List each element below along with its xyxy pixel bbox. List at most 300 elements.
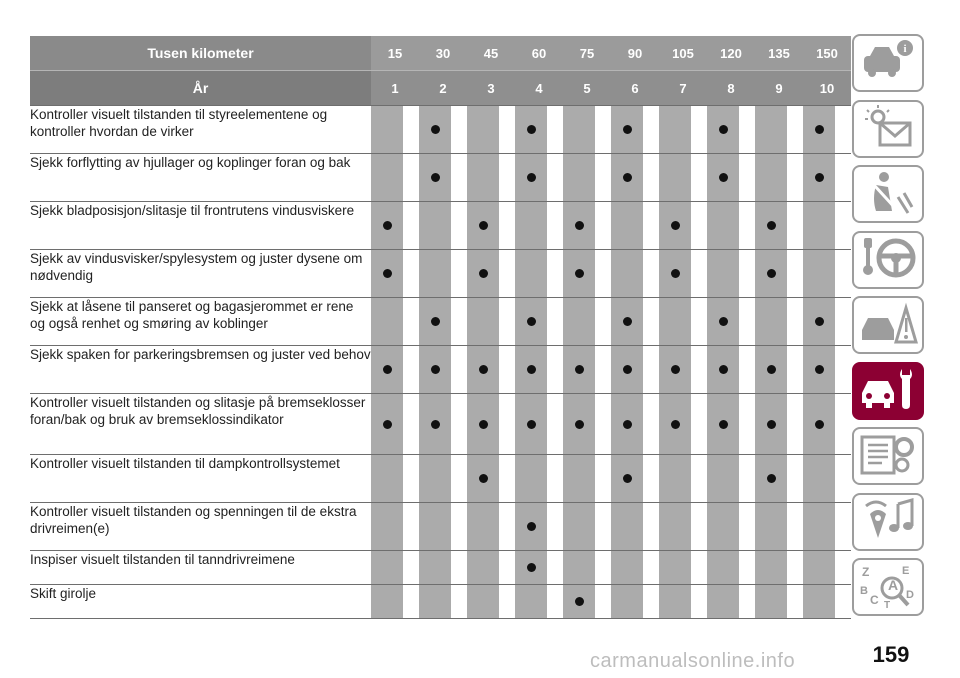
column-gap [499, 585, 515, 619]
interval-cell [611, 106, 643, 154]
column-gap [547, 455, 563, 503]
check-mark [719, 365, 728, 374]
svg-text:B: B [860, 584, 868, 597]
interval-cell [419, 106, 451, 154]
column-gap [499, 250, 515, 298]
car-info-icon [858, 38, 918, 89]
interval-cell [611, 298, 643, 346]
interval-cell [371, 394, 403, 455]
interval-cell [803, 394, 835, 455]
check-mark [671, 221, 680, 230]
chapter-tabs-sidebar [852, 34, 928, 624]
column-gap [595, 154, 611, 202]
check-mark [815, 173, 824, 182]
column-gap [451, 551, 467, 585]
task-description: Kontroller visuelt tilstanden og slitasje på bremseklosser foran/bak og bruk av bremseklossindikator [30, 394, 371, 455]
table-row [30, 394, 851, 455]
task-description: Kontroller visuelt tilstanden til styreelementene og kontroller hvordan de virker [30, 106, 371, 154]
table-row [30, 551, 851, 585]
column-gap [835, 394, 851, 455]
column-gap [547, 503, 563, 551]
task-description: Kontroller visuelt tilstanden og spenningen til de ekstra drivreimen(e) [30, 503, 371, 551]
watermark: carmanualsonline.info [590, 650, 796, 672]
interval-cell [467, 106, 499, 154]
interval-cell [467, 298, 499, 346]
check-mark [527, 317, 536, 326]
column-gap [547, 394, 563, 455]
check-mark [623, 365, 632, 374]
interval-cell [467, 346, 499, 394]
km-header-value: 15 [371, 36, 419, 71]
check-mark [527, 522, 536, 531]
interval-cell [467, 503, 499, 551]
interval-cell [755, 455, 787, 503]
column-gap [451, 503, 467, 551]
page-number: 159 [872, 642, 910, 667]
interval-cell [371, 503, 403, 551]
interval-cell [515, 551, 547, 585]
interval-cell [803, 346, 835, 394]
maintenance-schedule-table [30, 36, 851, 619]
check-mark [767, 420, 776, 429]
km-header-value: 150 [803, 36, 851, 71]
column-gap [787, 298, 803, 346]
column-gap [451, 394, 467, 455]
check-mark [479, 474, 488, 483]
interval-cell [707, 346, 739, 394]
column-gap [403, 250, 419, 298]
column-gap [451, 154, 467, 202]
interval-cell [563, 250, 595, 298]
interval-cell [707, 106, 739, 154]
column-gap [835, 154, 851, 202]
interval-cell [371, 106, 403, 154]
check-mark [575, 269, 584, 278]
interval-cell [467, 455, 499, 503]
km-header-value: 135 [755, 36, 803, 71]
column-gap [643, 455, 659, 503]
check-mark [479, 365, 488, 374]
year-header-value: 1 [371, 71, 419, 106]
check-mark [479, 221, 488, 230]
check-mark [623, 420, 632, 429]
column-gap [643, 106, 659, 154]
column-gap [643, 250, 659, 298]
km-header-label: Tusen kilometer [30, 36, 371, 71]
table-row [30, 202, 851, 250]
interval-cell [659, 455, 691, 503]
year-header-value: 10 [803, 71, 851, 106]
interval-cell [419, 202, 451, 250]
interval-cell [419, 394, 451, 455]
interval-cell [371, 250, 403, 298]
column-gap [403, 154, 419, 202]
column-gap [595, 503, 611, 551]
column-gap [499, 298, 515, 346]
seatbelt-airbag-icon [858, 169, 918, 220]
check-mark [623, 474, 632, 483]
column-gap [451, 298, 467, 346]
km-header-value: 120 [707, 36, 755, 71]
check-mark [527, 125, 536, 134]
interval-cell [515, 298, 547, 346]
interval-cell [611, 346, 643, 394]
year-header-value: 2 [419, 71, 467, 106]
year-header-value: 3 [467, 71, 515, 106]
technical-data-icon [858, 431, 918, 482]
column-gap [403, 551, 419, 585]
interval-cell [659, 551, 691, 585]
check-mark [767, 269, 776, 278]
column-gap [835, 346, 851, 394]
interval-cell [563, 394, 595, 455]
year-header-value: 4 [515, 71, 563, 106]
interval-cell [515, 202, 547, 250]
interval-cell [563, 503, 595, 551]
interval-cell [803, 298, 835, 346]
chapter-tab-7[interactable] [852, 427, 924, 485]
column-gap [595, 346, 611, 394]
interval-cell [803, 551, 835, 585]
km-header-value: 105 [659, 36, 707, 71]
column-gap [451, 585, 467, 619]
chapter-tab-1[interactable] [852, 34, 924, 92]
check-mark [383, 221, 392, 230]
km-header-value: 30 [419, 36, 467, 71]
check-mark [623, 125, 632, 134]
column-gap [499, 106, 515, 154]
column-gap [691, 455, 707, 503]
column-gap [547, 298, 563, 346]
alphabetical-index-icon [858, 562, 918, 613]
column-gap [787, 455, 803, 503]
interval-cell [659, 585, 691, 619]
column-gap [547, 202, 563, 250]
interval-cell [515, 154, 547, 202]
interval-cell [611, 250, 643, 298]
year-header-value: 8 [707, 71, 755, 106]
column-gap [595, 394, 611, 455]
interval-cell [755, 154, 787, 202]
table-row [30, 455, 851, 503]
interval-cell [755, 346, 787, 394]
km-header-value: 75 [563, 36, 611, 71]
check-mark [479, 420, 488, 429]
column-gap [451, 202, 467, 250]
chapter-tab-5[interactable] [852, 296, 924, 354]
check-mark [767, 365, 776, 374]
column-gap [691, 298, 707, 346]
interval-cell [371, 551, 403, 585]
check-mark [479, 269, 488, 278]
interval-cell [611, 154, 643, 202]
column-gap [739, 154, 755, 202]
chapter-tab-6[interactable] [852, 362, 924, 420]
column-gap [691, 154, 707, 202]
column-gap [691, 106, 707, 154]
table-bottom-rule [30, 619, 851, 620]
column-gap [739, 394, 755, 455]
column-gap [739, 106, 755, 154]
check-mark [623, 317, 632, 326]
column-gap [451, 455, 467, 503]
interval-cell [371, 298, 403, 346]
interval-cell [419, 346, 451, 394]
check-mark [719, 317, 728, 326]
column-gap [691, 346, 707, 394]
column-gap [835, 551, 851, 585]
interval-cell [467, 551, 499, 585]
column-gap [403, 298, 419, 346]
column-gap [595, 551, 611, 585]
interval-cell [467, 202, 499, 250]
column-gap [499, 346, 515, 394]
column-gap [595, 106, 611, 154]
column-gap [595, 585, 611, 619]
interval-cell [803, 455, 835, 503]
interval-cell [371, 346, 403, 394]
column-gap [403, 106, 419, 154]
check-mark [815, 317, 824, 326]
check-mark [383, 365, 392, 374]
interval-cell [611, 551, 643, 585]
column-gap [403, 346, 419, 394]
table-row [30, 585, 851, 619]
column-gap [691, 202, 707, 250]
interval-cell [707, 154, 739, 202]
year-header-row [30, 71, 851, 106]
column-gap [835, 455, 851, 503]
interval-cell [611, 394, 643, 455]
column-gap [835, 298, 851, 346]
column-gap [739, 298, 755, 346]
interval-cell [803, 106, 835, 154]
column-gap [835, 202, 851, 250]
check-mark [575, 597, 584, 606]
check-mark [815, 420, 824, 429]
column-gap [739, 585, 755, 619]
check-mark [527, 365, 536, 374]
column-gap [403, 503, 419, 551]
column-gap [643, 154, 659, 202]
interval-cell [515, 394, 547, 455]
km-header-row [30, 36, 851, 71]
interval-cell [419, 503, 451, 551]
column-gap [403, 455, 419, 503]
year-header-value: 6 [611, 71, 659, 106]
check-mark [575, 221, 584, 230]
column-gap [835, 250, 851, 298]
check-mark [671, 420, 680, 429]
interval-cell [467, 585, 499, 619]
column-gap [739, 346, 755, 394]
check-mark [527, 563, 536, 572]
column-gap [643, 551, 659, 585]
interval-cell [803, 503, 835, 551]
bottom-rule-cell [30, 619, 851, 620]
interval-cell [755, 202, 787, 250]
column-gap [643, 346, 659, 394]
km-header-value: 60 [515, 36, 563, 71]
interval-cell [803, 154, 835, 202]
interval-cell [707, 455, 739, 503]
interval-cell [563, 154, 595, 202]
check-mark [815, 125, 824, 134]
column-gap [499, 202, 515, 250]
chapter-tab-9[interactable] [852, 558, 924, 616]
table-row [30, 250, 851, 298]
interval-cell [659, 154, 691, 202]
svg-text:A: A [888, 576, 899, 593]
column-gap [787, 106, 803, 154]
check-mark [719, 125, 728, 134]
interval-cell [467, 250, 499, 298]
column-gap [499, 455, 515, 503]
interval-cell [659, 298, 691, 346]
km-header-value: 45 [467, 36, 515, 71]
interval-cell [563, 202, 595, 250]
column-gap [835, 585, 851, 619]
interval-cell [659, 250, 691, 298]
check-mark [383, 269, 392, 278]
table-row [30, 346, 851, 394]
table-row [30, 154, 851, 202]
check-mark [767, 474, 776, 483]
task-description: Sjekk bladposisjon/slitasje til frontrutens vindusviskere [30, 202, 371, 250]
year-header-value: 9 [755, 71, 803, 106]
column-gap [787, 202, 803, 250]
column-gap [739, 455, 755, 503]
task-description: Sjekk at låsene til panseret og bagasjerommet er rene og også renhet og smøring av koblinger [30, 298, 371, 346]
interval-cell [563, 346, 595, 394]
check-mark [431, 317, 440, 326]
column-gap [643, 585, 659, 619]
table-row [30, 503, 851, 551]
interval-cell [515, 503, 547, 551]
column-gap [691, 551, 707, 585]
column-gap [595, 455, 611, 503]
interval-cell [707, 250, 739, 298]
interval-cell [707, 202, 739, 250]
check-mark [575, 365, 584, 374]
check-mark [431, 420, 440, 429]
column-gap [547, 551, 563, 585]
interval-cell [707, 298, 739, 346]
check-mark [719, 173, 728, 182]
interval-cell [419, 585, 451, 619]
column-gap [739, 551, 755, 585]
interval-cell [515, 106, 547, 154]
year-header-value: 5 [563, 71, 611, 106]
interval-cell [755, 250, 787, 298]
interval-cell [659, 106, 691, 154]
column-gap [547, 250, 563, 298]
chapter-tab-2[interactable] [852, 100, 924, 158]
interval-cell [563, 551, 595, 585]
chapter-tab-4[interactable] [852, 231, 924, 289]
emergency-breakdown-icon [858, 300, 918, 351]
km-header-value: 90 [611, 36, 659, 71]
column-gap [787, 250, 803, 298]
column-gap [787, 394, 803, 455]
column-gap [643, 503, 659, 551]
interval-cell [371, 585, 403, 619]
interval-cell [755, 106, 787, 154]
interval-cell [563, 585, 595, 619]
column-gap [643, 202, 659, 250]
svg-text:D: D [906, 588, 914, 601]
check-mark [815, 365, 824, 374]
check-mark [431, 365, 440, 374]
interval-cell [467, 394, 499, 455]
interval-cell [755, 503, 787, 551]
interval-cell [611, 202, 643, 250]
interval-cell [563, 455, 595, 503]
check-mark [431, 173, 440, 182]
svg-text:T: T [884, 599, 891, 608]
interval-cell [707, 585, 739, 619]
interval-cell [707, 503, 739, 551]
check-mark [719, 420, 728, 429]
column-gap [787, 154, 803, 202]
column-gap [547, 585, 563, 619]
interval-cell [515, 455, 547, 503]
column-gap [403, 585, 419, 619]
column-gap [787, 346, 803, 394]
svg-text:E: E [902, 564, 910, 577]
interval-cell [419, 298, 451, 346]
check-mark [575, 420, 584, 429]
column-gap [739, 250, 755, 298]
column-gap [451, 346, 467, 394]
task-description: Inspiser visuelt tilstanden til tanndrivreimene [30, 551, 371, 585]
interval-cell [755, 394, 787, 455]
interval-cell [371, 455, 403, 503]
interval-cell [755, 585, 787, 619]
column-gap [403, 394, 419, 455]
column-gap [499, 394, 515, 455]
column-gap [835, 106, 851, 154]
interval-cell [803, 250, 835, 298]
column-gap [547, 346, 563, 394]
check-mark [383, 420, 392, 429]
chapter-tab-8[interactable] [852, 493, 924, 551]
check-mark [671, 269, 680, 278]
column-gap [787, 503, 803, 551]
chapter-tab-3[interactable] [852, 165, 924, 223]
year-header-label: År [30, 71, 371, 106]
interval-cell [563, 106, 595, 154]
column-gap [499, 154, 515, 202]
year-header-value: 7 [659, 71, 707, 106]
interval-cell [371, 202, 403, 250]
interval-cell [611, 503, 643, 551]
interval-cell [515, 346, 547, 394]
interval-cell [467, 154, 499, 202]
interval-cell [707, 394, 739, 455]
interval-cell [659, 346, 691, 394]
column-gap [451, 106, 467, 154]
interval-cell [611, 585, 643, 619]
column-gap [547, 106, 563, 154]
svg-text:C: C [870, 592, 879, 607]
column-gap [739, 503, 755, 551]
interval-cell [803, 585, 835, 619]
interval-cell [563, 298, 595, 346]
key-steering-wheel-icon [858, 234, 918, 285]
check-mark [431, 125, 440, 134]
interval-cell [419, 154, 451, 202]
